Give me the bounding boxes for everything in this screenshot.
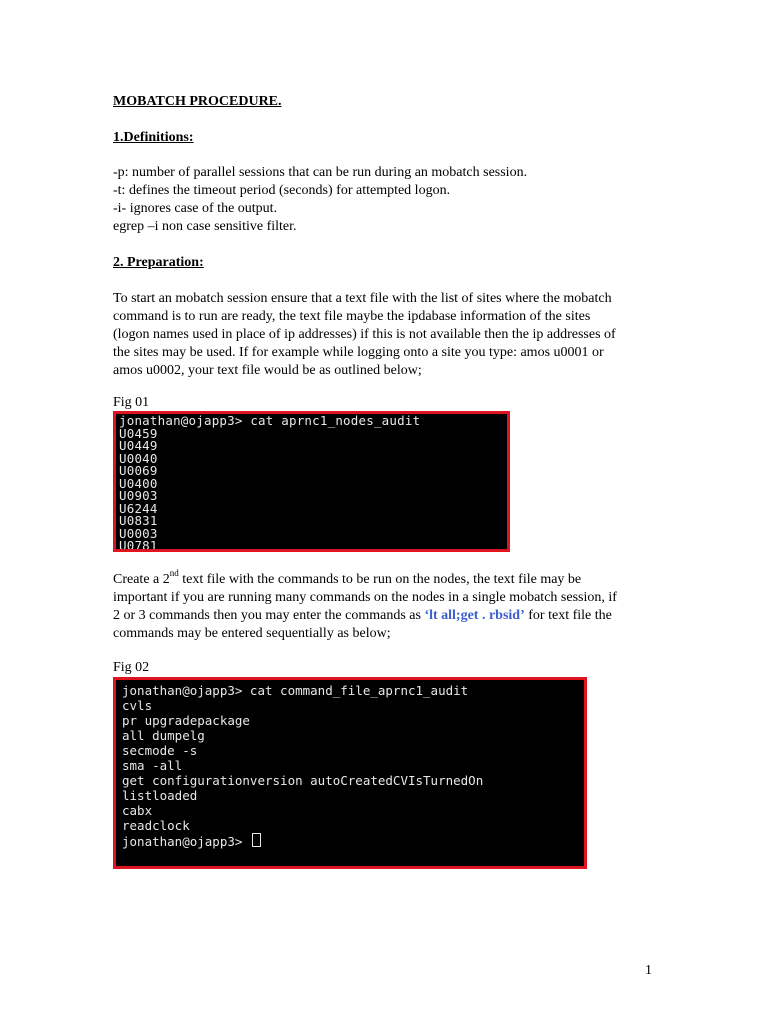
paragraph-text: text file with the commands to be run on the nodes, the text file may be — [178, 572, 582, 587]
definition-t: -t: defines the timeout period (seconds) for attempted logon. — [113, 183, 451, 198]
paragraph-line: amos u0002, your text file would be as outlined below; — [113, 363, 422, 378]
paragraph-text: 2 or 3 commands then you may enter the commands as — [113, 608, 425, 623]
terminal-line: U0449 — [119, 438, 158, 453]
paragraph-text: for text file the — [524, 608, 612, 623]
paragraph-line — [113, 568, 658, 589]
paragraph-line: To start an mobatch session ensure that a text file with the list of sites where the mobatch — [113, 291, 612, 306]
terminal-line: pr upgradepackage — [122, 713, 250, 728]
section1-heading: 1.Definitions: — [113, 130, 194, 145]
definition-egrep: egrep –i non case sensitive filter. — [113, 219, 297, 234]
terminal-line: U6244 — [119, 500, 158, 516]
terminal-line: U0831 — [119, 513, 158, 528]
terminal-line: cvls — [122, 698, 153, 713]
terminal-line: cabx — [122, 803, 153, 818]
fig2-label: Fig 02 — [113, 660, 150, 675]
definition-p: -p: number of parallel sessions that can be run during an mobatch session. — [113, 165, 528, 180]
cursor-icon — [252, 833, 261, 847]
terminal-line: listloaded — [122, 788, 198, 803]
paragraph-line: command is to run are ready, the text file maybe the ipdabase information of the sites — [113, 309, 591, 324]
page-number: 1 — [645, 963, 652, 978]
terminal-line: readclock — [122, 818, 190, 833]
paragraph-line: commands may be entered sequentially as below; — [113, 626, 391, 641]
terminal-line: jonathan@ojapp3> cat command_file_aprnc1_audit — [122, 683, 469, 698]
document-title: MOBATCH PROCEDURE. — [113, 94, 282, 109]
terminal-line: secmode -s — [122, 743, 198, 758]
terminal-line: jonathan@ojapp3> cat aprnc1_nodes_audit — [119, 413, 421, 428]
terminal-line: U0400 — [119, 475, 158, 491]
section2-heading: 2. Preparation: — [113, 255, 204, 270]
terminal-prompt-line — [122, 833, 584, 849]
terminal-line: get configurationversion autoCreatedCVIsTurnedOn — [122, 773, 484, 788]
definition-i: -i- ignores case of the output. — [113, 201, 278, 216]
terminal-line: U0003 — [119, 525, 158, 541]
terminal-line: U0903 — [119, 488, 158, 503]
terminal-line: all dumpelg — [122, 728, 205, 743]
paragraph-text: Create a 2 — [113, 572, 170, 587]
fig1-label: Fig 01 — [113, 395, 150, 410]
paragraph-line: important if you are running many commands on the nodes in a single mobatch session, if — [113, 590, 617, 605]
preparation-paragraph — [113, 290, 658, 380]
terminal-line: U0781 — [119, 538, 158, 552]
highlighted-command: ‘lt all;get . rbsid’ — [424, 608, 525, 623]
terminal-line: U0069 — [119, 463, 158, 478]
paragraph-line: the sites may be used. If for example while logging onto a site you type: amos u0001 or — [113, 345, 604, 360]
terminal-line: U0459 — [119, 425, 158, 441]
ordinal-superscript: nd — [169, 568, 179, 579]
terminal-line: sma -all — [122, 758, 183, 773]
paragraph-line: (logon names used in place of ip addresses) if this is not available then the ip addresses of — [113, 327, 616, 342]
terminal-prompt: jonathan@ojapp3> — [122, 834, 250, 849]
terminal-line: U0040 — [119, 450, 158, 466]
fig2-terminal-screenshot — [113, 677, 587, 869]
fig1-terminal-screenshot — [113, 411, 510, 552]
paragraph-line — [113, 607, 658, 625]
commands-paragraph — [113, 568, 658, 643]
